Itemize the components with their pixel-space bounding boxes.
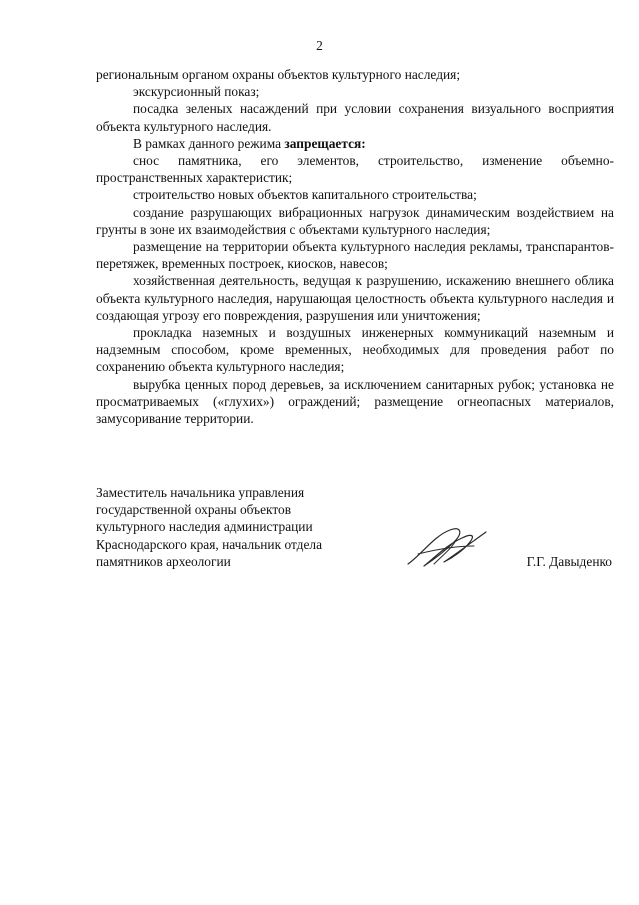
prohibition-item: хозяйственная деятельность, ведущая к разрушению, искажению внешнего облика объекта культурного наследия, нарушающая целостность объекта культурного наследия и создающая угрозу его повреждения, разрушения или уничтожения; — [96, 273, 614, 323]
regime-intro-text: В рамках данного режима — [133, 135, 285, 151]
handwritten-signature — [404, 524, 490, 572]
paragraph: региональным органом охраны объектов культурного наследия; — [96, 67, 461, 82]
page-number: 2 — [316, 38, 323, 53]
paragraph: экскурсионный показ; — [133, 84, 260, 100]
document-body — [96, 66, 614, 427]
signature-block — [96, 484, 614, 570]
regime-intro — [96, 135, 614, 152]
prohibition-item: прокладка наземных и воздушных инженерных коммуникаций наземным и надземным способом, кроме временных, необходимых для проведения работ по сохранению объекта культурного наследия; — [96, 325, 614, 375]
signatory-title: Заместитель начальника управления государственной охраны объектов культурного наследия администрации Краснодарского края, начальник отдела памятников археологии — [96, 485, 323, 569]
regime-prohibited-label: запрещается: — [284, 135, 366, 151]
prohibition-item: создание разрушающих вибрационных нагрузок динамическим воздействием на грунты в зоне их взаимодействия с объектами культурного наследия; — [96, 204, 614, 237]
prohibition-item: размещение на территории объекта культурного наследия рекламы, транспарантов-перетяжек, временных построек, киосков, навесов; — [96, 239, 614, 272]
paragraph: посадка зеленых насаждений при условии сохранения визуального восприятия объекта культурного наследия. — [96, 101, 614, 134]
signatory-name: Г.Г. Давыденко — [526, 553, 612, 569]
prohibition-item: снос памятника, его элементов, строительство, изменение объемно-пространственных характеристик; — [96, 153, 614, 186]
prohibition-item: строительство новых объектов капитального строительства; — [133, 187, 477, 203]
prohibition-item: вырубка ценных пород деревьев, за исключением санитарных рубок; установка не просматриваемых («глухих») ограждений; размещение огнеопасных материалов, замусоривание территории. — [96, 376, 614, 427]
